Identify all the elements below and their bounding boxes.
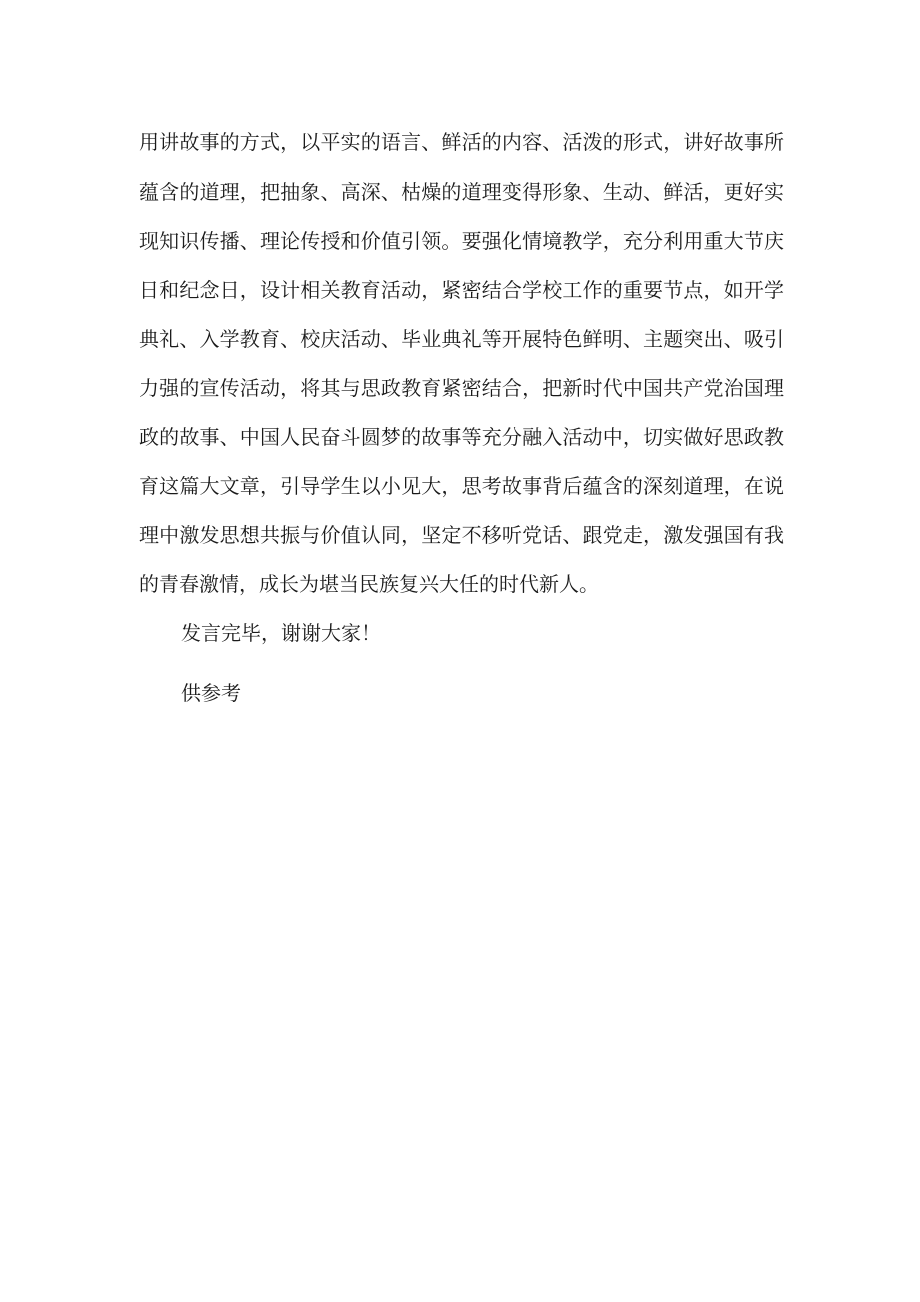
paragraph-line: 蕴含的道理，把抽象、高深、枯燥的道理变得形象、生动、鲜活，更好实: [139, 180, 784, 204]
paragraph-line: 典礼、入学教育、校庆活动、毕业典礼等开展特色鲜明、主题突出、吸引: [139, 327, 784, 351]
paragraph-line: 理中激发思想共振与价值认同，坚定不移听党话、跟党走，激发强国有我: [139, 523, 784, 547]
closing-remark: 发言完毕，谢谢大家！: [181, 621, 381, 645]
paragraph-line: 力强的宣传活动，将其与思政教育紧密结合，把新时代中国共产党治国理: [139, 376, 784, 400]
paragraph-line: 政的故事、中国人民奋斗圆梦的故事等充分融入活动中，切实做好思政教: [139, 425, 784, 449]
reference-note: 供参考: [181, 681, 241, 705]
paragraph-line: 用讲故事的方式，以平实的语言、鲜活的内容、活泼的形式，讲好故事所: [139, 130, 784, 154]
paragraph-line: 的青春激情，成长为堪当民族复兴大任的时代新人。: [139, 572, 599, 596]
paragraph-line: 日和纪念日，设计相关教育活动，紧密结合学校工作的重要节点，如开学: [139, 278, 784, 302]
paragraph-line: 现知识传播、理论传授和价值引领。要强化情境教学，充分利用重大节庆: [139, 229, 784, 253]
paragraph-line: 育这篇大文章，引导学生以小见大，思考故事背后蕴含的深刻道理，在说: [139, 474, 784, 498]
